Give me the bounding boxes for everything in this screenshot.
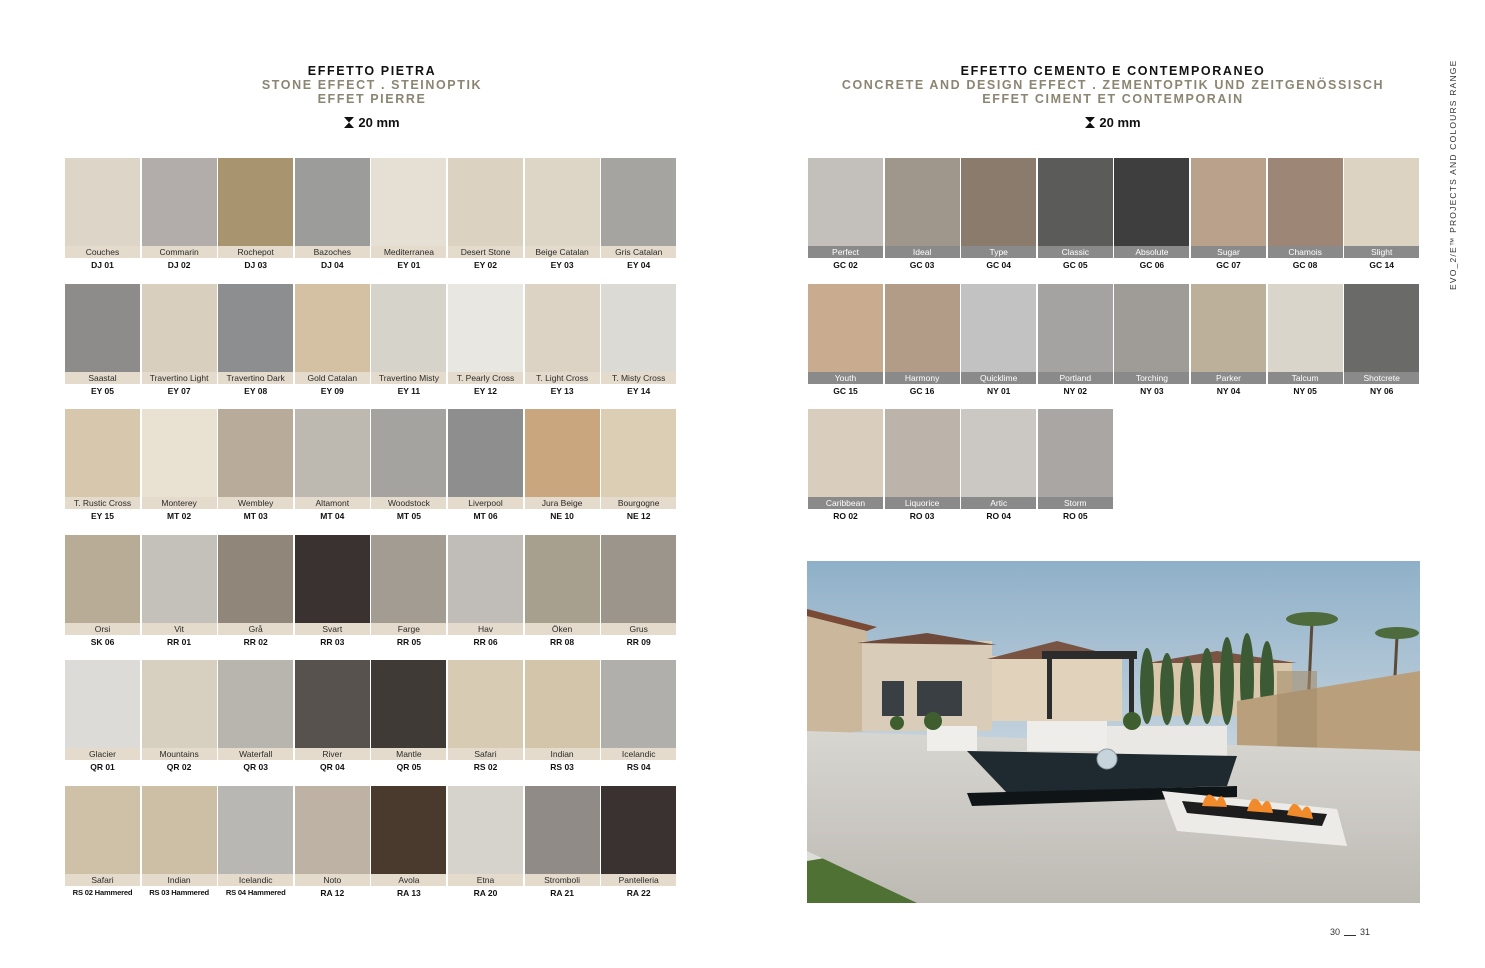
- color-tile: [142, 409, 217, 522]
- tile-swatch: [1344, 284, 1419, 372]
- tile-name: Bourgogne: [601, 497, 676, 509]
- tile-swatch: [371, 535, 446, 623]
- tile-code: RR 03: [320, 636, 345, 647]
- color-tile: [525, 158, 600, 271]
- color-tile: [65, 535, 140, 648]
- tile-swatch: [448, 409, 523, 497]
- tile-code: MT 03: [243, 511, 268, 522]
- tile-code: QR 05: [396, 762, 422, 773]
- tile-swatch: [142, 158, 217, 246]
- tile-code: RO 02: [833, 511, 858, 522]
- color-tile: [601, 786, 676, 899]
- page-numbers: [1330, 927, 1370, 937]
- tile-swatch: [961, 409, 1036, 497]
- tile-code: GC 08: [1292, 260, 1318, 270]
- tile-name: Portland: [1038, 372, 1113, 384]
- section-subtitle-fr: EFFET CIMENT ET CONTEMPORAIN: [982, 92, 1244, 106]
- tile-name: Storm: [1038, 497, 1113, 509]
- tile-name: Beige Catalan: [525, 246, 600, 258]
- tile-swatch: [1191, 158, 1266, 246]
- tile-code: RS 03 Hammered: [149, 888, 209, 897]
- tile-swatch: [142, 284, 217, 372]
- tile-code: EY 04: [627, 260, 651, 270]
- tile-code: EY 12: [473, 385, 497, 396]
- tile-swatch: [371, 158, 446, 246]
- tile-name: Stromboli: [525, 874, 600, 886]
- tile-name: Pantelleria: [601, 874, 676, 886]
- color-tile: [1268, 158, 1343, 271]
- tile-name: Classic: [1038, 246, 1113, 258]
- color-tile: [142, 660, 217, 773]
- tile-swatch: [525, 786, 600, 874]
- color-tile: [601, 660, 676, 773]
- tile-code: SK 06: [90, 636, 115, 647]
- color-tile: [295, 409, 370, 522]
- tile-swatch: [448, 158, 523, 246]
- color-tile: [885, 284, 960, 397]
- tile-code: GC 07: [1216, 260, 1241, 270]
- color-tile: [142, 284, 217, 397]
- color-tile: [1114, 284, 1189, 397]
- tile-name: Caribbean: [808, 497, 883, 509]
- tile-code: RA 21: [550, 888, 574, 898]
- tile-name: Indian: [142, 874, 217, 886]
- color-tile: [218, 158, 293, 271]
- tile-name: Safari: [65, 874, 140, 886]
- tile-swatch: [1114, 158, 1189, 246]
- color-tile: [961, 158, 1036, 271]
- tile-code: RS 04: [626, 762, 651, 773]
- color-tile: [601, 158, 676, 271]
- tile-swatch: [295, 158, 370, 246]
- tile-code: NY 03: [1140, 385, 1164, 396]
- tile-name: Absolute: [1114, 246, 1189, 258]
- tile-swatch: [218, 660, 293, 748]
- tile-swatch: [525, 158, 600, 246]
- tile-name: Ideal: [885, 246, 960, 258]
- tile-name: Altamont: [295, 497, 370, 509]
- tile-swatch: [1191, 284, 1266, 372]
- tile-swatch: [525, 535, 600, 623]
- page-number-left: 30: [1330, 927, 1341, 937]
- tile-name: Couches: [65, 246, 140, 258]
- tile-code: QR 01: [90, 762, 115, 773]
- tile-swatch: [961, 284, 1036, 372]
- tile-swatch: [601, 284, 676, 372]
- tile-code: RR 06: [473, 636, 498, 647]
- tile-name: Talcum: [1268, 372, 1343, 384]
- tile-name: Wembley: [218, 497, 293, 509]
- color-tile: [371, 284, 446, 397]
- tile-name: Woodstock: [371, 497, 446, 509]
- color-tile: [65, 158, 140, 271]
- color-tile: [1268, 284, 1343, 397]
- tile-code: MT 05: [396, 511, 421, 522]
- tile-name: Jura Beige: [525, 497, 600, 509]
- tile-swatch: [65, 284, 140, 372]
- tile-swatch: [295, 660, 370, 748]
- thickness-icon: [1085, 117, 1095, 128]
- tile-code: RO 04: [986, 511, 1011, 522]
- tile-code: RR 05: [396, 636, 421, 647]
- tile-name: T. Misty Cross: [601, 372, 676, 384]
- tile-code: NY 06: [1369, 385, 1394, 396]
- tile-code: QR 04: [320, 762, 345, 773]
- tile-name: Hav: [448, 623, 523, 635]
- color-tile: [65, 284, 140, 397]
- tile-swatch: [1038, 284, 1113, 372]
- section-title: EFFETTO PIETRA: [307, 64, 437, 78]
- tile-code: GC 06: [1139, 260, 1165, 270]
- tile-code: NY 04: [1216, 385, 1241, 396]
- tile-code: RA 22: [626, 888, 651, 898]
- color-tile: [295, 284, 370, 397]
- tile-name: Etna: [448, 874, 523, 886]
- color-tile: [1344, 158, 1419, 271]
- tile-name: Safari: [448, 748, 523, 760]
- tile-name: T. Pearly Cross: [448, 372, 523, 384]
- tile-swatch: [371, 284, 446, 372]
- color-tile: [885, 158, 960, 271]
- color-tile: [1038, 158, 1113, 271]
- tile-name: Travertino Dark: [218, 372, 293, 384]
- tile-name: Harmony: [885, 372, 960, 384]
- tile-name: River: [295, 748, 370, 760]
- tile-name: Icelandic: [601, 748, 676, 760]
- tile-swatch: [371, 660, 446, 748]
- tile-code: DJ 04: [320, 260, 344, 270]
- tile-code: EY 09: [320, 385, 344, 396]
- tile-swatch: [218, 284, 293, 372]
- color-tile: [1191, 284, 1266, 397]
- tile-code: EY 02: [473, 260, 497, 270]
- color-tile: [1191, 158, 1266, 271]
- color-tile: [295, 158, 370, 271]
- color-tile: [808, 284, 883, 397]
- tile-swatch: [448, 660, 523, 748]
- tile-code: EY 13: [550, 385, 574, 396]
- thickness-indicator: [172, 115, 572, 130]
- tile-code: NE 10: [550, 511, 574, 522]
- tile-swatch: [1038, 409, 1113, 497]
- tile-code: EY 14: [627, 385, 651, 396]
- tile-code: GC 03: [909, 260, 935, 270]
- section-subtitle: CONCRETE AND DESIGN EFFECT . ZEMENTOPTIK UND ZEITGENÖSSISCH: [841, 78, 1385, 92]
- color-tile: [525, 409, 600, 522]
- tile-name: Monterey: [142, 497, 217, 509]
- tile-code: GC 04: [986, 260, 1011, 270]
- tile-code: RS 03: [550, 762, 574, 773]
- tile-swatch: [142, 409, 217, 497]
- tile-name: Youth: [808, 372, 883, 384]
- color-tile: [525, 535, 600, 648]
- color-tile: [65, 786, 140, 899]
- tile-name: Slight: [1344, 246, 1419, 258]
- color-tile: [525, 660, 600, 773]
- tile-swatch: [525, 284, 600, 372]
- tile-name: Perfect: [808, 246, 883, 258]
- tile-code: RR 02: [243, 636, 268, 647]
- tile-swatch: [218, 409, 293, 497]
- color-tile: [885, 409, 960, 522]
- tile-code: GC 05: [1063, 260, 1088, 270]
- tile-name: Gold Catalan: [295, 372, 370, 384]
- tile-code: EY 05: [90, 385, 114, 396]
- color-tile: [1344, 284, 1419, 397]
- tile-code: DJ 03: [244, 260, 268, 270]
- tile-name: Parker: [1191, 372, 1266, 384]
- color-tile: [371, 786, 446, 899]
- tile-code: RO 03: [909, 511, 935, 522]
- page-separator: [1344, 929, 1356, 936]
- tile-code: RS 04 Hammered: [225, 888, 286, 897]
- color-tile: [448, 158, 523, 271]
- color-tile: [295, 660, 370, 773]
- tile-name: T. Light Cross: [525, 372, 600, 384]
- tile-swatch: [808, 409, 883, 497]
- thickness-value: 20 mm: [1099, 115, 1141, 130]
- color-tile: [961, 284, 1036, 397]
- color-tile: [808, 158, 883, 271]
- tile-name: Liverpool: [448, 497, 523, 509]
- tile-swatch: [295, 409, 370, 497]
- thickness-icon: [344, 117, 354, 128]
- tile-code: MT 06: [473, 511, 498, 522]
- tile-swatch: [601, 786, 676, 874]
- color-tile: [218, 786, 293, 899]
- tile-name: Avola: [371, 874, 446, 886]
- page-number-right: 31: [1360, 927, 1371, 937]
- tile-name: Liquorice: [885, 497, 960, 509]
- tile-name: Noto: [295, 874, 370, 886]
- tile-code: GC 16: [909, 385, 935, 396]
- tile-name: Quicklime: [961, 372, 1036, 384]
- tile-swatch: [65, 158, 140, 246]
- color-tile: [601, 535, 676, 648]
- tile-code: RS 02: [473, 762, 498, 773]
- color-tile: [808, 409, 883, 522]
- tile-swatch: [448, 284, 523, 372]
- tile-swatch: [371, 409, 446, 497]
- color-tile: [1038, 409, 1113, 522]
- section-title: EFFETTO CEMENTO E CONTEMPORANEO: [960, 64, 1266, 78]
- tile-code: QR 02: [166, 762, 192, 773]
- color-tile: [218, 409, 293, 522]
- tile-name: Icelandic: [218, 874, 293, 886]
- tile-swatch: [1268, 284, 1343, 372]
- stone-effect-header: [172, 64, 572, 130]
- tile-swatch: [142, 660, 217, 748]
- tile-name: Indian: [525, 748, 600, 760]
- tile-code: GC 15: [833, 385, 858, 396]
- tile-swatch: [961, 158, 1036, 246]
- color-tile: [371, 535, 446, 648]
- tile-name: Type: [961, 246, 1036, 258]
- color-tile: [142, 158, 217, 271]
- tile-swatch: [218, 158, 293, 246]
- tile-name: Saastal: [65, 372, 140, 384]
- tile-swatch: [142, 535, 217, 623]
- tile-code: GC 02: [833, 260, 858, 270]
- tile-name: Travertino Misty: [371, 372, 446, 384]
- project-photo: [807, 561, 1420, 903]
- tile-code: RA 20: [473, 888, 498, 898]
- tile-code: EY 11: [397, 385, 421, 396]
- tile-name: Shotcrete: [1344, 372, 1419, 384]
- tile-swatch: [1038, 158, 1113, 246]
- color-tile: [142, 535, 217, 648]
- color-tile: [295, 786, 370, 899]
- tile-swatch: [295, 535, 370, 623]
- tile-code: MT 04: [320, 511, 345, 522]
- tile-name: Grå: [218, 623, 293, 635]
- color-tile: [961, 409, 1036, 522]
- tile-name: Svart: [295, 623, 370, 635]
- tile-code: EY 01: [397, 260, 421, 270]
- tile-code: RO 05: [1063, 511, 1088, 522]
- tile-name: Desert Stone: [448, 246, 523, 258]
- tile-swatch: [65, 535, 140, 623]
- color-tile: [142, 786, 217, 899]
- tile-swatch: [525, 660, 600, 748]
- thickness-value: 20 mm: [358, 115, 400, 130]
- tile-swatch: [885, 284, 960, 372]
- tile-swatch: [65, 409, 140, 497]
- tile-swatch: [808, 284, 883, 372]
- color-tile: [448, 660, 523, 773]
- section-subtitle: STONE EFFECT . STEINOPTIK: [261, 78, 483, 92]
- color-tile: [371, 409, 446, 522]
- color-tile: [448, 409, 523, 522]
- tile-code: EY 03: [550, 260, 574, 270]
- tile-swatch: [601, 158, 676, 246]
- tile-swatch: [448, 535, 523, 623]
- tile-name: Sugar: [1191, 246, 1266, 258]
- tile-code: EY 07: [167, 385, 191, 396]
- side-caption: EVO_2/E™ PROJECTS AND COLOURS RANGE: [1448, 59, 1458, 290]
- color-tile: [371, 158, 446, 271]
- tile-swatch: [808, 158, 883, 246]
- tile-code: EY 08: [244, 385, 268, 396]
- tile-code: RR 08: [550, 636, 575, 647]
- tile-swatch: [1344, 158, 1419, 246]
- color-tile: [371, 660, 446, 773]
- tile-name: Torching: [1114, 372, 1189, 384]
- tile-code: GC 14: [1369, 260, 1394, 270]
- tile-swatch: [601, 660, 676, 748]
- tile-swatch: [65, 786, 140, 874]
- tile-swatch: [885, 409, 960, 497]
- tile-name: Travertino Light: [142, 372, 217, 384]
- tile-swatch: [601, 535, 676, 623]
- color-tile: [448, 786, 523, 899]
- tile-name: Gris Catalan: [601, 246, 676, 258]
- tile-code: MT 02: [167, 511, 192, 522]
- tile-name: Vit: [142, 623, 217, 635]
- tile-code: RA 13: [397, 888, 421, 898]
- color-tile: [218, 660, 293, 773]
- tile-swatch: [371, 786, 446, 874]
- tile-code: RR 09: [626, 636, 651, 647]
- color-tile: [448, 535, 523, 648]
- tile-code: NY 05: [1293, 385, 1317, 396]
- tile-swatch: [142, 786, 217, 874]
- tile-name: Chamois: [1268, 246, 1343, 258]
- tile-name: Rochepot: [218, 246, 293, 258]
- tile-swatch: [1114, 284, 1189, 372]
- tile-code: QR 03: [243, 762, 268, 773]
- tile-name: Mantle: [371, 748, 446, 760]
- tile-swatch: [295, 786, 370, 874]
- tile-code: NE 12: [626, 511, 651, 522]
- tile-code: RS 02 Hammered: [72, 888, 133, 897]
- tile-name: Artic: [961, 497, 1036, 509]
- tile-code: NY 02: [1063, 385, 1088, 396]
- tile-swatch: [1268, 158, 1343, 246]
- tile-name: Mediterranea: [371, 246, 446, 258]
- color-tile: [1114, 158, 1189, 271]
- tile-name: Farge: [371, 623, 446, 635]
- tile-swatch: [601, 409, 676, 497]
- section-subtitle-fr: EFFET PIERRE: [317, 92, 427, 106]
- tile-swatch: [525, 409, 600, 497]
- color-tile: [295, 535, 370, 648]
- color-tile: [601, 409, 676, 522]
- tile-name: Glacier: [65, 748, 140, 760]
- tile-name: Grus: [601, 623, 676, 635]
- tile-swatch: [295, 284, 370, 372]
- tile-code: RR 01: [167, 636, 192, 647]
- color-tile: [1038, 284, 1113, 397]
- color-tile: [65, 660, 140, 773]
- tile-name: Mountains: [142, 748, 217, 760]
- color-tile: [448, 284, 523, 397]
- color-tile: [525, 786, 600, 899]
- tile-code: NY 01: [986, 385, 1011, 396]
- tile-swatch: [65, 660, 140, 748]
- tile-swatch: [218, 786, 293, 874]
- tile-code: DJ 01: [91, 260, 114, 270]
- color-tile: [601, 284, 676, 397]
- tile-name: T. Rustic Cross: [65, 497, 140, 509]
- color-tile: [218, 535, 293, 648]
- tile-code: EY 15: [90, 511, 114, 522]
- tile-swatch: [448, 786, 523, 874]
- tile-name: Bazoches: [295, 246, 370, 258]
- tile-name: Waterfall: [218, 748, 293, 760]
- color-tile: [525, 284, 600, 397]
- tile-swatch: [218, 535, 293, 623]
- color-tile: [65, 409, 140, 522]
- tile-name: Öken: [525, 623, 600, 635]
- tile-code: RA 12: [320, 888, 345, 898]
- tile-code: DJ 02: [167, 260, 191, 270]
- tile-name: Commarin: [142, 246, 217, 258]
- tile-name: Orsi: [65, 623, 140, 635]
- thickness-indicator: [813, 115, 1413, 130]
- color-tile: [218, 284, 293, 397]
- concrete-effect-header: [813, 64, 1413, 130]
- tile-swatch: [885, 158, 960, 246]
